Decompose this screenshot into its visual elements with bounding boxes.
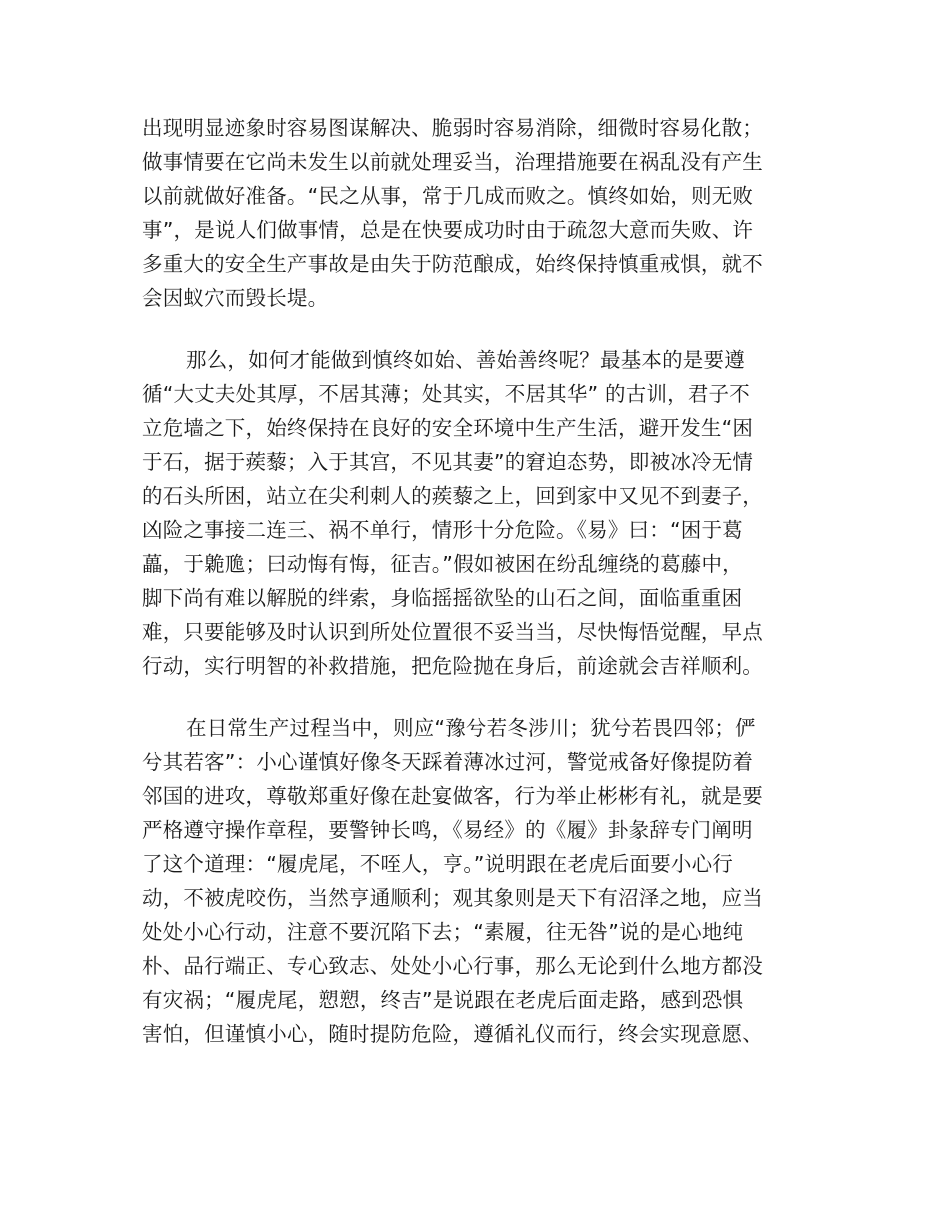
paragraph-line: 于石，据于蒺藜；入于其宫，不见其妻”的窘迫态势，即被冰冷无情 bbox=[142, 450, 754, 474]
paragraph-line: 凶险之事接二连三、祸不单行，情形十分危险。《易》曰：“困于葛 bbox=[142, 518, 743, 542]
paragraph-line: 朴、品行端正、专心致志、处处小心行事，那么无论到什么地方都没 bbox=[142, 954, 763, 978]
paragraph-line: 邻国的进攻，尊敬郑重好像在赴宴做客，行为举止彬彬有礼，就是要 bbox=[142, 784, 763, 808]
paragraph-line: 动，不被虎咬伤，当然亨通顺利；观其象则是天下有沼泽之地，应当 bbox=[142, 886, 763, 910]
paragraph-line: 事”，是说人们做事情，总是在快要成功时由于疏忽大意而失败、许 bbox=[142, 218, 754, 242]
paragraph-line: 难，只要能够及时认识到所处位置很不妥当当，尽快悔悟觉醒，早点 bbox=[142, 620, 763, 644]
paragraph-line: 藟，于臲卼；曰动悔有悔，征吉。”假如被困在纷乱缠绕的葛藤中， bbox=[142, 552, 743, 576]
paragraph-line: 立危墙之下，始终保持在良好的安全环境中生产生活，避开发生“困 bbox=[142, 416, 754, 440]
paragraph-line: 严格遵守操作章程，要警钟长鸣，《易经》的《履》卦彖辞专门阐明 bbox=[142, 818, 753, 842]
paragraph-line: 了这个道理：“履虎尾，不咥人，亨。”说明跟在老虎后面要小心行 bbox=[142, 852, 733, 876]
paragraph-line: 循“大丈夫处其厚，不居其薄；处其实，不居其华” 的古训，君子不 bbox=[142, 382, 750, 406]
paragraph-line: 在日常生产过程当中，则应“豫兮若冬涉川；犹兮若畏四邻；俨 bbox=[186, 716, 756, 740]
paragraph-line: 害怕，但谨慎小心，随时提防危险，遵循礼仪而行，终会实现意愿、 bbox=[142, 1022, 763, 1046]
paragraph-line: 脚下尚有难以解脱的绊索，身临摇摇欲坠的山石之间，面临重重困 bbox=[142, 586, 743, 610]
paragraph-line: 处处小心行动，注意不要沉陷下去；“素履，往无咎”说的是心地纯 bbox=[142, 920, 744, 944]
paragraph-line: 以前就做好准备。“民之从事，常于几成而败之。慎终如始，则无败 bbox=[142, 184, 754, 208]
paragraph-line: 会因蚁穴而毁长堤。 bbox=[142, 286, 329, 310]
paragraph-line: 出现明显迹象时容易图谋解决、脆弱时容易消除，细微时容易化散； bbox=[142, 116, 763, 140]
paragraph-line: 那么，如何才能做到慎终如始、善始善终呢？最基本的是要遵 bbox=[186, 348, 745, 372]
paragraph-line: 有灾祸；“履虎尾，愬愬，终吉”是说跟在老虎后面走路，感到恐惧 bbox=[142, 988, 744, 1012]
paragraph-line: 多重大的安全生产事故是由失于防范酿成，始终保持慎重戒惧，就不 bbox=[142, 252, 763, 276]
paragraph-line: 行动，实行明智的补救措施，把危险抛在身后，前途就会吉祥顺利。 bbox=[142, 654, 763, 678]
paragraph-line: 兮其若客”：小心谨慎好像冬天踩着薄冰过河，警觉戒备好像提防着 bbox=[142, 750, 754, 774]
paragraph-line: 做事情要在它尚未发生以前就处理妥当，治理措施要在祸乱没有产生 bbox=[142, 150, 763, 174]
paragraph-line: 的石头所困，站立在尖利刺人的蒺藜之上，回到家中又见不到妻子， bbox=[142, 484, 763, 508]
